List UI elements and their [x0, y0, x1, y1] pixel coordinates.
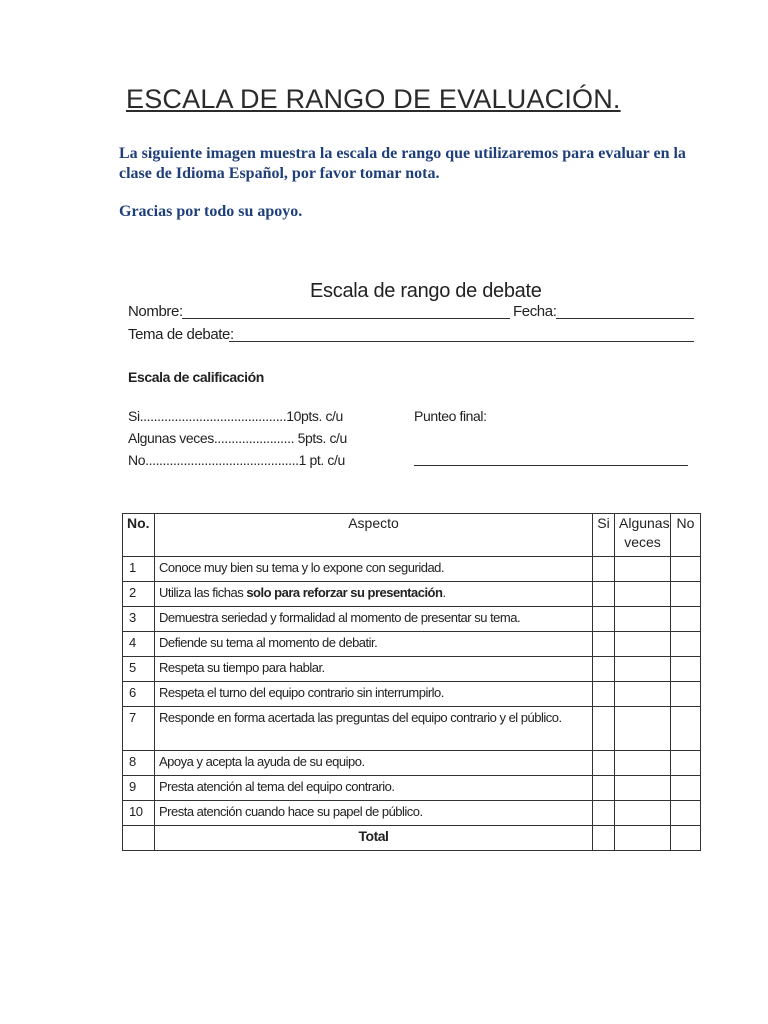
si-cell[interactable]: [593, 751, 615, 776]
table-row: [123, 751, 701, 776]
form-title: Escala de rango de debate: [310, 280, 542, 302]
scale-algunas: Algunas veces....................... 5pts. c/u: [128, 430, 347, 446]
row-aspect: Responde en forma acertada las preguntas del equipo contrario y el público.: [155, 707, 593, 751]
scale-si: Si..........................................10pts. c/u: [128, 408, 343, 424]
row-number: 5: [123, 657, 155, 682]
row-aspect: Presta atención al tema del equipo contrario.: [155, 776, 593, 801]
nombre-label: Nombre:: [128, 303, 183, 320]
header-algunas: Algunas veces: [615, 514, 671, 557]
no-total-cell[interactable]: [671, 826, 701, 851]
table-row: [123, 607, 701, 632]
row-aspect: Respeta el turno del equipo contrario sin interrumpirlo.: [155, 682, 593, 707]
no-cell[interactable]: [671, 776, 701, 801]
algunas-cell[interactable]: [615, 657, 671, 682]
fecha-line: [556, 318, 694, 319]
thanks-line: Gracias por todo su apoyo.: [119, 203, 303, 220]
no-cell[interactable]: [671, 682, 701, 707]
row-number: 9: [123, 776, 155, 801]
rubric-table: [122, 513, 701, 851]
row-number: 2: [123, 582, 155, 607]
table-row: [123, 682, 701, 707]
tema-line: [229, 341, 694, 342]
intro-paragraph: La siguiente imagen muestra la escala de rango que utilizaremos para evaluar en la clase de Idioma Español, por favor tomar nota.: [119, 145, 686, 182]
row-number: 1: [123, 557, 155, 582]
table-row: [123, 582, 701, 607]
punteo-label: Punteo final:: [414, 408, 487, 424]
fecha-label: Fecha:: [513, 303, 557, 320]
algunas-cell[interactable]: [615, 776, 671, 801]
si-cell[interactable]: [593, 682, 615, 707]
si-cell[interactable]: [593, 707, 615, 751]
header-aspecto: Aspecto: [155, 514, 593, 557]
page-title: ESCALA DE RANGO DE EVALUACIÓN.: [126, 84, 621, 114]
algunas-total-cell[interactable]: [615, 826, 671, 851]
algunas-cell[interactable]: [615, 557, 671, 582]
row-number: 10: [123, 801, 155, 826]
si-total-cell[interactable]: [593, 826, 615, 851]
algunas-cell[interactable]: [615, 632, 671, 657]
si-cell[interactable]: [593, 657, 615, 682]
algunas-cell[interactable]: [615, 751, 671, 776]
no-cell[interactable]: [671, 657, 701, 682]
table-row: [123, 801, 701, 826]
row-number: 3: [123, 607, 155, 632]
si-cell[interactable]: [593, 632, 615, 657]
no-cell[interactable]: [671, 707, 701, 751]
row-number: 4: [123, 632, 155, 657]
row-aspect: Respeta su tiempo para hablar.: [155, 657, 593, 682]
algunas-cell[interactable]: [615, 682, 671, 707]
algunas-cell[interactable]: [615, 801, 671, 826]
row-aspect: Defiende su tema al momento de debatir.: [155, 632, 593, 657]
table-header-row: [123, 514, 701, 557]
si-cell[interactable]: [593, 801, 615, 826]
total-label: Total: [155, 826, 593, 851]
header-si: Si: [593, 514, 615, 557]
table-row: [123, 707, 701, 751]
scale-no: No............................................1 pt. c/u: [128, 452, 345, 468]
row-aspect: Presta atención cuando hace su papel de público.: [155, 801, 593, 826]
row-number: 7: [123, 707, 155, 751]
header-no: No.: [123, 514, 155, 557]
algunas-cell[interactable]: [615, 582, 671, 607]
row-aspect-bold: solo para reforzar su presentación: [246, 585, 443, 600]
algunas-cell[interactable]: [615, 607, 671, 632]
table-row: [123, 632, 701, 657]
si-cell[interactable]: [593, 776, 615, 801]
nombre-line: [182, 318, 510, 319]
no-cell[interactable]: [671, 632, 701, 657]
row-aspect-tail: .: [442, 585, 446, 600]
tema-label: Tema de debate:: [128, 326, 234, 343]
no-cell[interactable]: [671, 557, 701, 582]
table-row: [123, 557, 701, 582]
row-aspect: Apoya y acepta la ayuda de su equipo.: [155, 751, 593, 776]
table-row: [123, 657, 701, 682]
header-no-col: No: [671, 514, 701, 557]
si-cell[interactable]: [593, 582, 615, 607]
algunas-cell[interactable]: [615, 707, 671, 751]
no-cell[interactable]: [671, 751, 701, 776]
escala-heading: Escala de calificación: [128, 369, 264, 385]
punteo-line: [414, 465, 688, 466]
no-cell[interactable]: [671, 582, 701, 607]
row-aspect: [155, 582, 593, 607]
no-cell[interactable]: [671, 801, 701, 826]
total-blank: [123, 826, 155, 851]
row-number: 8: [123, 751, 155, 776]
row-aspect-text: Utiliza las fichas: [159, 585, 247, 600]
row-aspect: Demuestra seriedad y formalidad al momento de presentar su tema.: [155, 607, 593, 632]
row-aspect: Conoce muy bien su tema y lo expone con seguridad.: [155, 557, 593, 582]
si-cell[interactable]: [593, 557, 615, 582]
total-row: [123, 826, 701, 851]
no-cell[interactable]: [671, 607, 701, 632]
table-row: [123, 776, 701, 801]
si-cell[interactable]: [593, 607, 615, 632]
row-number: 6: [123, 682, 155, 707]
